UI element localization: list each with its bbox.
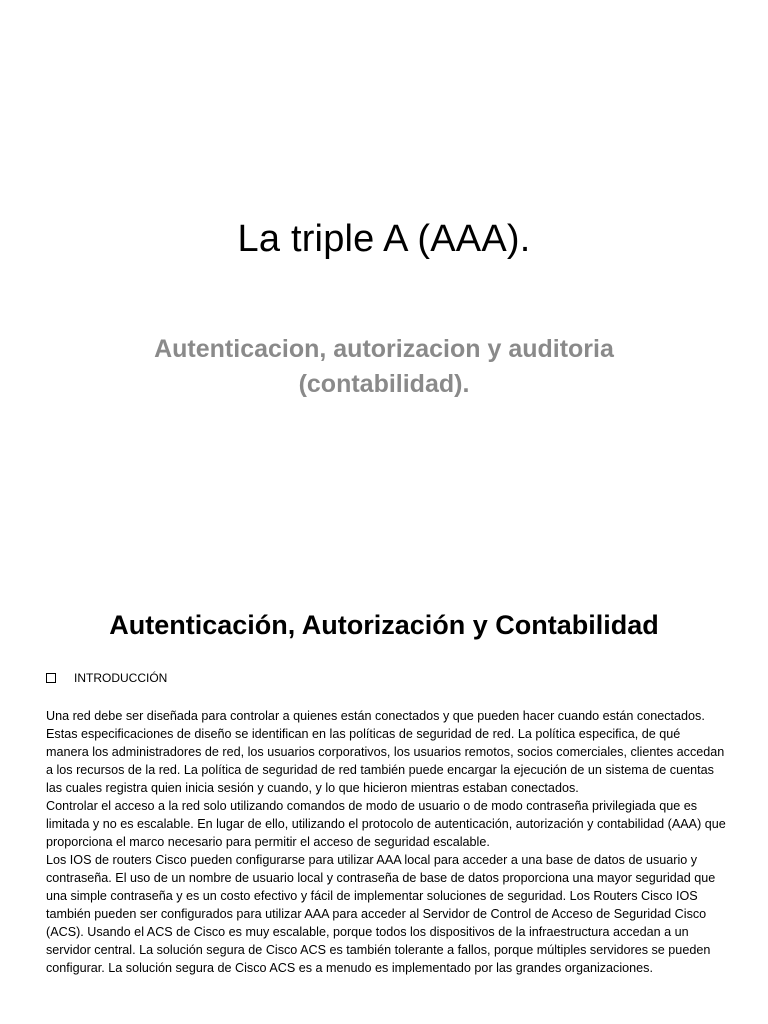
slide-subtitle-line1: Autenticacion, autorizacion y auditoria: [154, 335, 614, 363]
slide-subtitle: [60, 332, 708, 402]
bullet-item: [46, 671, 167, 685]
slide-content: [0, 580, 768, 1024]
paragraph: Los IOS de routers Cisco pueden configurarse para utilizar AAA local para acceder a una base de datos de usuario y contraseña. El uso de un nombre de usuario local y contraseña de base de datos proporciona una mayor seguridad que una simple contraseña y es un costo efectivo y fácil de implementar soluciones de seguridad. Los Routers Cisco IOS también pueden ser configurados para utilizar AAA para acceder al Servidor de Control de Acceso de Seguridad Cisco (ACS). Usando el ACS de Cisco es muy escalable, porque todos los dispositivos de la infraestructura accedan a un servidor central. La solución segura de Cisco ACS es también tolerante a fallos, porque múltiples servidores se pueden configurar. La solución segura de Cisco ACS es a menudo es implementado por las grandes organizaciones.: [46, 853, 716, 975]
slide-subtitle-line2: (contabilidad).: [298, 370, 470, 398]
slide-title-heading: La triple A (AAA).: [237, 218, 531, 260]
content-heading: Autenticación, Autorización y Contabilidad: [109, 610, 659, 640]
paragraph: Controlar el acceso a la red solo utilizando comandos de modo de usuario o de modo contraseña privilegiada que es limitada y no es escalable. En lugar de ello, utilizando el protocolo de autenticación, autorización y contabilidad (AAA) que proporciona el marco necesario para permitir el acceso de seguridad escalable.: [46, 799, 726, 849]
body-text: [46, 707, 726, 977]
checkbox-bullet-icon: [46, 673, 56, 683]
paragraph: Una red debe ser diseñada para controlar a quienes están conectados y que pueden hacer cuando están conectados. Estas especificaciones de diseño se identifican en las políticas de seguridad de red. La política especifica, de qué manera los administradores de red, los usuarios corporativos, los usuarios remotos, socios comerciales, clientes accedan a los recursos de la red. La política de seguridad de red también puede encargar la ejecución de un sistema de cuentas las cuales registra quien inicia sesión y cuando, y lo que hicieron mientras estaban conectados.: [46, 709, 725, 795]
bullet-label: INTRODUCCIÓN: [74, 671, 168, 685]
